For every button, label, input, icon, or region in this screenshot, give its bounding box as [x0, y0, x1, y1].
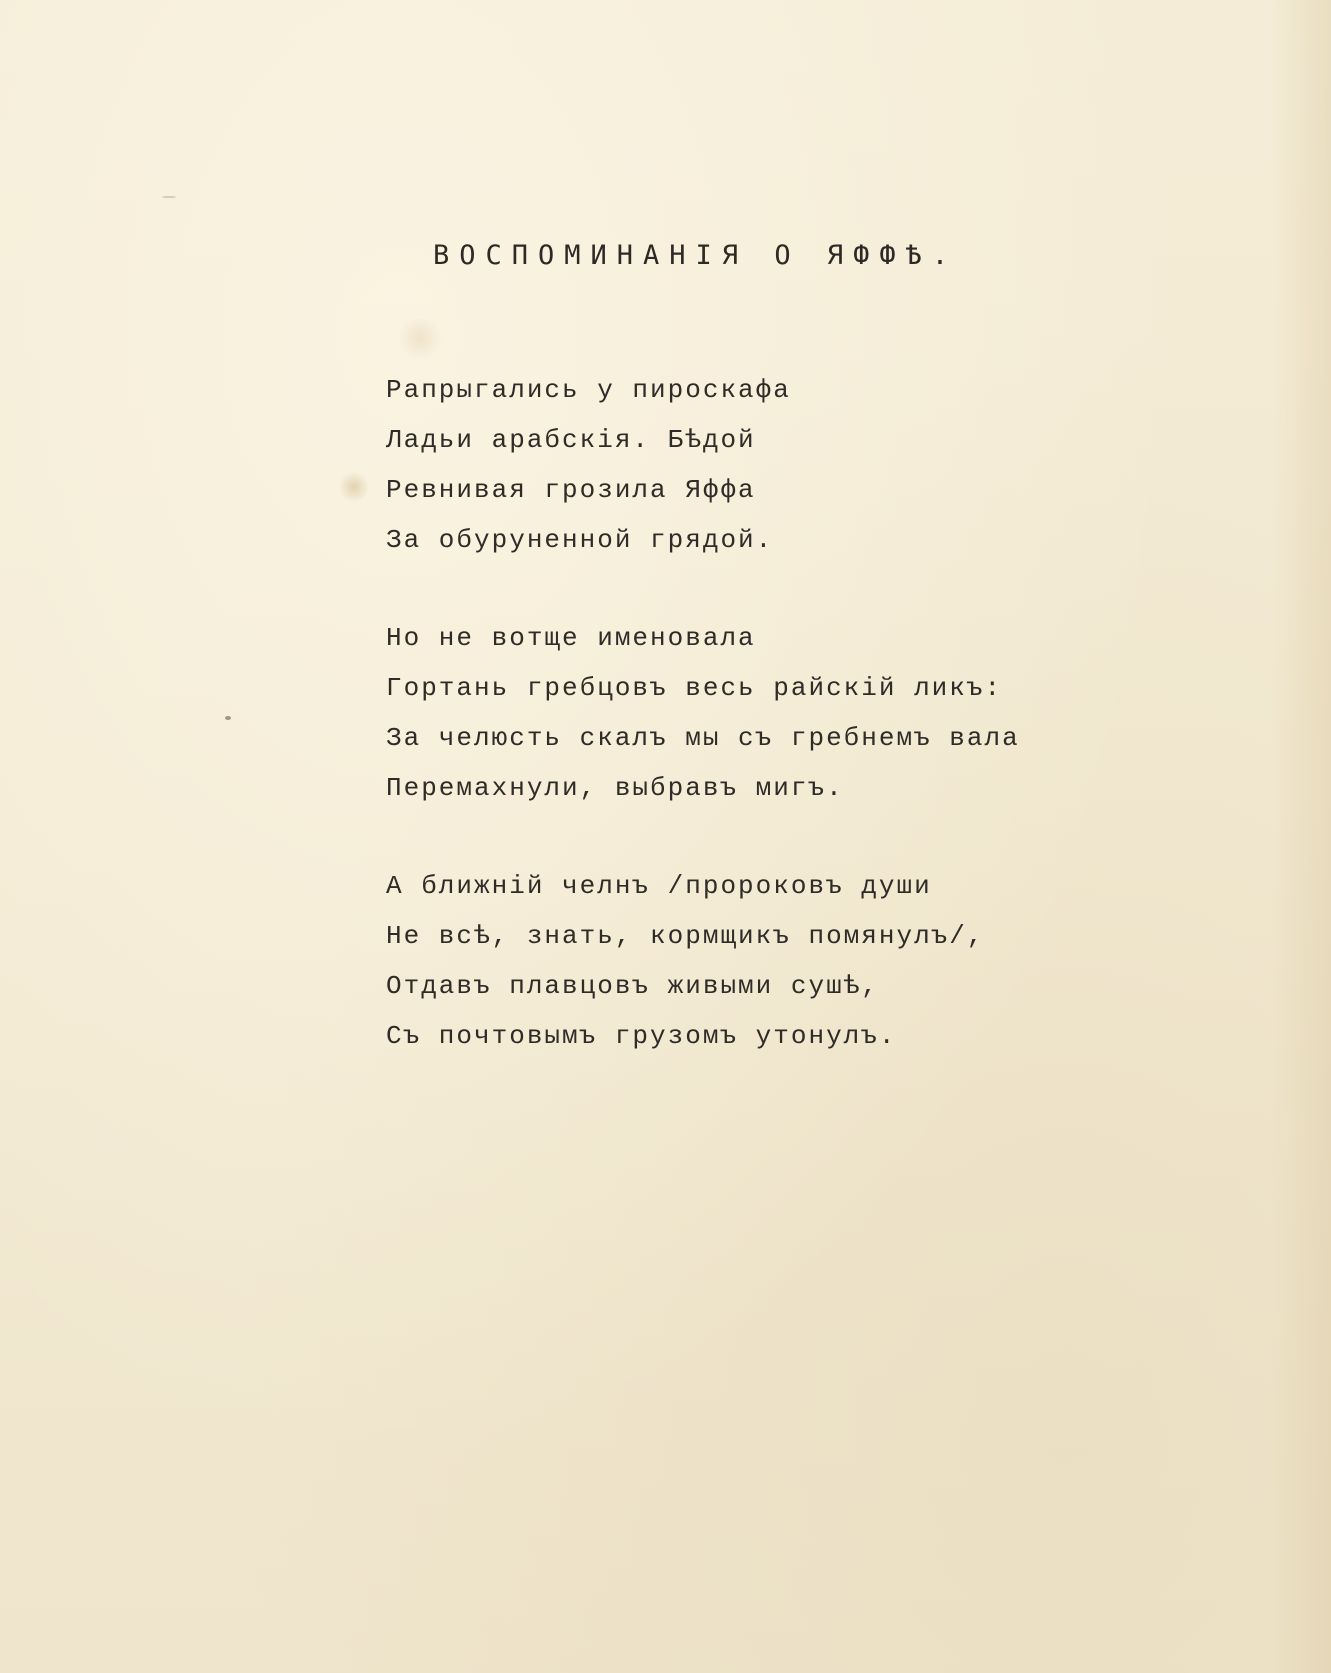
poem-body — [386, 365, 1020, 1109]
poem-line: За челюсть скалъ мы съ гребнемъ вала — [386, 723, 1020, 753]
paper-speck — [225, 716, 231, 720]
paper-stain — [340, 470, 368, 504]
paper-stain — [395, 318, 445, 358]
paper-edge-shade — [1271, 0, 1331, 1673]
stanza-1 — [386, 365, 1020, 565]
poem-line: А ближній челнъ /пророковъ души — [386, 871, 932, 901]
stanza-3 — [386, 861, 1020, 1061]
poem-line: Отдавъ плавцовъ живыми сушѣ, — [386, 971, 879, 1001]
poem-line: Рапрыгались у пироскафа — [386, 375, 791, 405]
poem-line: За обуруненной грядой. — [386, 525, 774, 555]
paper-speck — [162, 196, 176, 198]
poem-line: Съ почтовымъ грузомъ утонулъ. — [386, 1021, 897, 1051]
poem-line: Перемахнули, выбравъ мигъ. — [386, 773, 844, 803]
stanza-2 — [386, 613, 1020, 813]
poem-line: Гортань гребцовъ весь райскій ликъ: — [386, 673, 1003, 703]
poem-line: Ладьи арабскія. Бѣдой — [386, 425, 756, 455]
poem-line: Не всѣ, знать, кормщикъ помянулъ/, — [386, 921, 985, 951]
poem-line: Ревнивая грозила Яффа — [386, 475, 756, 505]
poem-line: Но не вотще именовала — [386, 623, 756, 653]
poem-title: ВОСПОМИНАНІЯ О ЯФФѢ. — [433, 240, 959, 271]
